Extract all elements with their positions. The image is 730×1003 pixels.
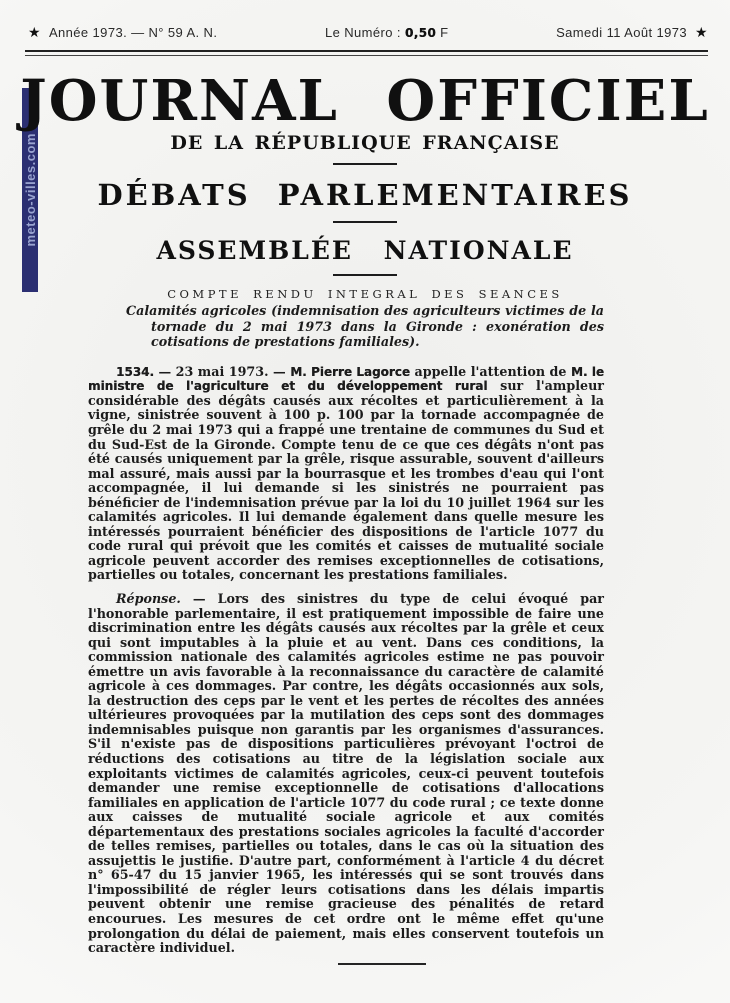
article-column <box>88 303 604 965</box>
masthead <box>0 70 730 301</box>
header-divider <box>25 50 708 56</box>
watermark-text: meteo-villes.com <box>22 133 38 247</box>
question-topic-heading: Calamités agricoles (indemnisation des agriculteurs victimes de la tornade du 2 mai 1973 dans la Gironde : exonération des cotisations de prestations familiales). <box>126 303 604 350</box>
article-end-divider <box>338 963 426 965</box>
question-paragraph: 1534. — 23 mai 1973. — M. Pierre Lagorce appelle l'attention de M. le ministre de l'agriculture et du développement rural sur l'ampleur considérable des dégâts causés aux récoltes et particulièrement à la vigne, sinistrée souvent à 100 p. 100 par la tornade accompagnée de grêle du 2 mai 1973 qui a frappé une trentaine de communes du Sud et du Sud-Est de la Gironde. Compte tenu de ce que ces dégâts n'ont pas été causés uniquement par la grêle, risque assurable, souvent d'ailleurs mal assuré, mais aussi par la bourrasque et les trombes d'eau qui l'ont accompagnée, il lui demande si les sinistrés ne pourraient pas bénéficier de l'indemnisation prévue par la loi du 10 juillet 1964 sur les calamités agricoles. Il lui demande également dans quelle mesure les intéressés pourraient bénéficier des dispositions de l'article 1077 du code rural qui prévoit que les comités et caisses de mutualité sociale agricole peuvent accorder des remises exceptionnelles de cotisations, partielles ou totales, concernant les prestations familiales. <box>88 363 604 583</box>
journal-subtitle: DE LA RÉPUBLIQUE FRANÇAISE <box>170 132 560 154</box>
answer-paragraph: Réponse. — Lors des sinistres du type de celui évoqué par l'honorable parlementaire, il est pratiquement impossible de faire une discrimination entre les dégâts causés aux récoltes par la grêle et ceux qui sont imputables à la pluie et au vent. Dans ces conditions, la commission nationale des calamités agricoles estime ne pas pouvoir émettre un avis favorable à la reconnaissance du caractère de calamité agricole à ces dommages. Par contre, les dégâts occasionnés aux sols, la destruction des ceps par le vent et les pertes de récoltes des années ultérieures provoquées par la mutilation des ceps sont des dommages indemnisables puisque non garantis par les organismes d'assurances. S'il n'existe pas de dispositions particulières prévoyant l'octroi de réductions des cotisations au titre de la législation sociale aux exploitants victimes de calamités agricoles, ceux-ci peuvent toutefois demander une remise exceptionnelle de cotisations d'allocations familiales en application de l'article 1077 du code rural ; ce texte donne aux caisses de mutualité sociale agricole et aux comités départementaux des prestations sociales agricoles la faculté d'accorder de telles remises, partielles ou totales, dans le cas où la situation des assujettis le justifie. D'autre part, conformément à l'article 4 du décret n° 65-47 du 15 janvier 1965, les intéressés qui se sont trouvés dans l'impossibilité de régler leurs cotisations dans les délais impartis peuvent obtenir une remise gracieuse des pénalités de retard encourues. Les mesures de cet ordre ont le même effet qu'une prolongation du délai de paiement, mais elles conservent toutefois un caractère individuel. <box>88 590 604 956</box>
issue-date <box>556 24 708 41</box>
issue-price: Le Numéro : 0,50 F <box>324 25 449 40</box>
issue-number <box>28 24 217 41</box>
issue-info-bar <box>28 24 708 41</box>
masthead-tagline: COMPTE RENDU INTEGRAL DES SEANCES <box>167 287 563 301</box>
section-title: DÉBATS PARLEMENTAIRES <box>97 178 633 212</box>
section-divider <box>333 221 397 223</box>
chamber-divider <box>333 274 397 276</box>
issue-date-label: Samedi 11 Août 1973 <box>556 25 688 40</box>
star-icon: ★ <box>695 24 708 40</box>
chamber-title: ASSEMBLÉE NATIONALE <box>156 236 574 265</box>
journal-title: JOURNAL OFFICIEL <box>20 68 710 134</box>
issue-number-label: Année 1973. — N° 59 A. N. <box>48 25 218 40</box>
star-icon: ★ <box>28 24 41 40</box>
masthead-divider <box>333 163 397 165</box>
